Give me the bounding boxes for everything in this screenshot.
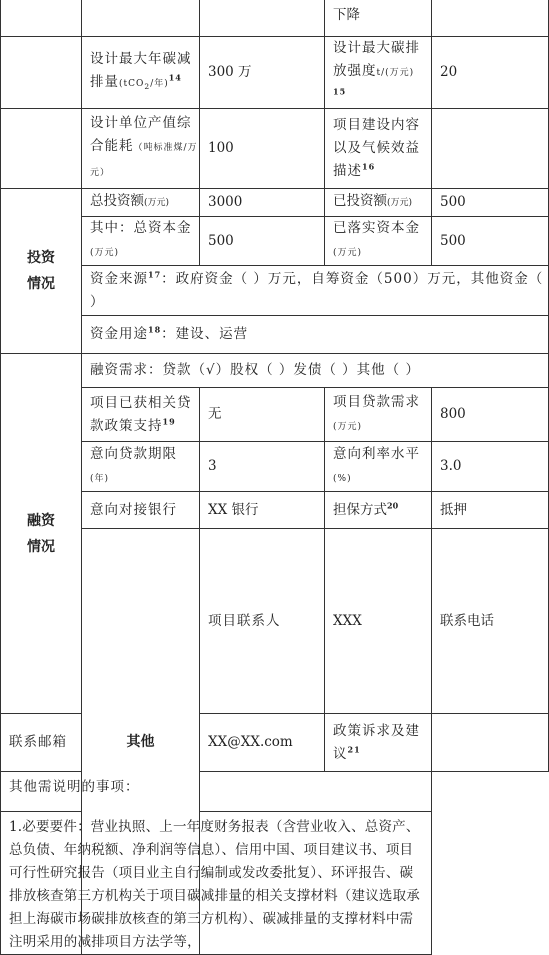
label-contact: 项目联系人	[200, 529, 325, 714]
value-target-bank: XX 银行	[200, 492, 325, 529]
value-loan-need: 800	[432, 388, 549, 442]
label-loan-need: 项目贷款需求 (万元)	[325, 388, 432, 442]
value-capital: 500	[200, 217, 325, 266]
value-total-investment: 3000	[200, 189, 325, 217]
label-max-annual-reduction: 设计最大年碳减排量(tCO$_2$/年)$^{14}$	[82, 37, 200, 109]
label-phone: 联系电话	[432, 529, 549, 714]
value-policy-support: 无	[200, 388, 325, 442]
label-loan-term: 意向贷款期限 (年)	[82, 442, 200, 492]
section-cell-empty	[1, 0, 82, 37]
value-climate-benefit	[432, 109, 549, 189]
label-climate-benefit: 项目建设内容以及气候效益描述$^{16}$	[325, 109, 432, 189]
label-interest-rate: 意向利率水平 (%)	[325, 442, 432, 492]
value-policy-appeal	[432, 714, 549, 772]
value-interest-rate: 3.0	[432, 442, 549, 492]
value-guarantee: 抵押	[432, 492, 549, 529]
label-spent-investment: 已投资额(万元)	[325, 189, 432, 217]
label-policy-appeal: 政策诉求及建议$^{21}$	[325, 714, 432, 772]
label-target-bank: 意向对接银行	[82, 492, 200, 529]
funding-source: 资金来源$^{17}$：政府资金（ ）万元，自筹资金（500）万元，其他资金（ ）	[82, 266, 549, 316]
required-docs-note: 1.必要要件：营业执照、上一年度财务报表（含营业收入、总资产、总负债、年纳税额、净利润等信息）、信用中国、项目建议书、项目可行性研究报告（项目业主自行编制或发改委批复）、环评报告、碳排放核查第三方机构关于项目碳减排量的相关支撑材料（建议选取承担上海碳市场碳排放核查的第三方机构）、碳减排量的支撑材料中需注明采用的减排项目方法学等，	[1, 812, 432, 955]
value-max-annual-reduction: 300 万	[200, 37, 325, 109]
section-other: 其他	[82, 529, 200, 955]
section-investment: 投资情况	[1, 189, 82, 354]
funding-use: 资金用途$^{18}$：建设、运营	[82, 316, 549, 354]
cell-top-text: 下降	[325, 0, 432, 37]
value-loan-term: 3	[200, 442, 325, 492]
value-contact: XXX	[325, 529, 432, 714]
value-spent-investment: 500	[432, 189, 549, 217]
label-email: 联系邮箱	[1, 714, 82, 772]
label-max-emission-intensity: 设计最大碳排放强度t/(万元) $^{15}$	[325, 37, 432, 109]
section-financing: 融资情况	[1, 354, 82, 714]
label-energy-consumption: 设计单位产值综合能耗（吨标准煤/万元）	[82, 109, 200, 189]
label-policy-support: 项目已获相关贷款政策支持$^{19}$	[82, 388, 200, 442]
label-guarantee: 担保方式$^{20}$	[325, 492, 432, 529]
value-email: XX@XX.com	[200, 714, 325, 772]
value-max-emission-intensity: 20	[432, 37, 549, 109]
value-energy-consumption: 100	[200, 109, 325, 189]
financing-need: 融资需求：贷款（√）股权（ ）发债（ ）其他（ ）	[82, 354, 549, 388]
label-realized-capital: 已落实资本金 (万元)	[325, 217, 432, 266]
misc-label: 其他需说明的事项：	[1, 772, 432, 812]
value-realized-capital: 500	[432, 217, 549, 266]
label-total-investment: 总投资额(万元)	[82, 189, 200, 217]
label-capital: 其中：总资本金 (万元)	[82, 217, 200, 266]
